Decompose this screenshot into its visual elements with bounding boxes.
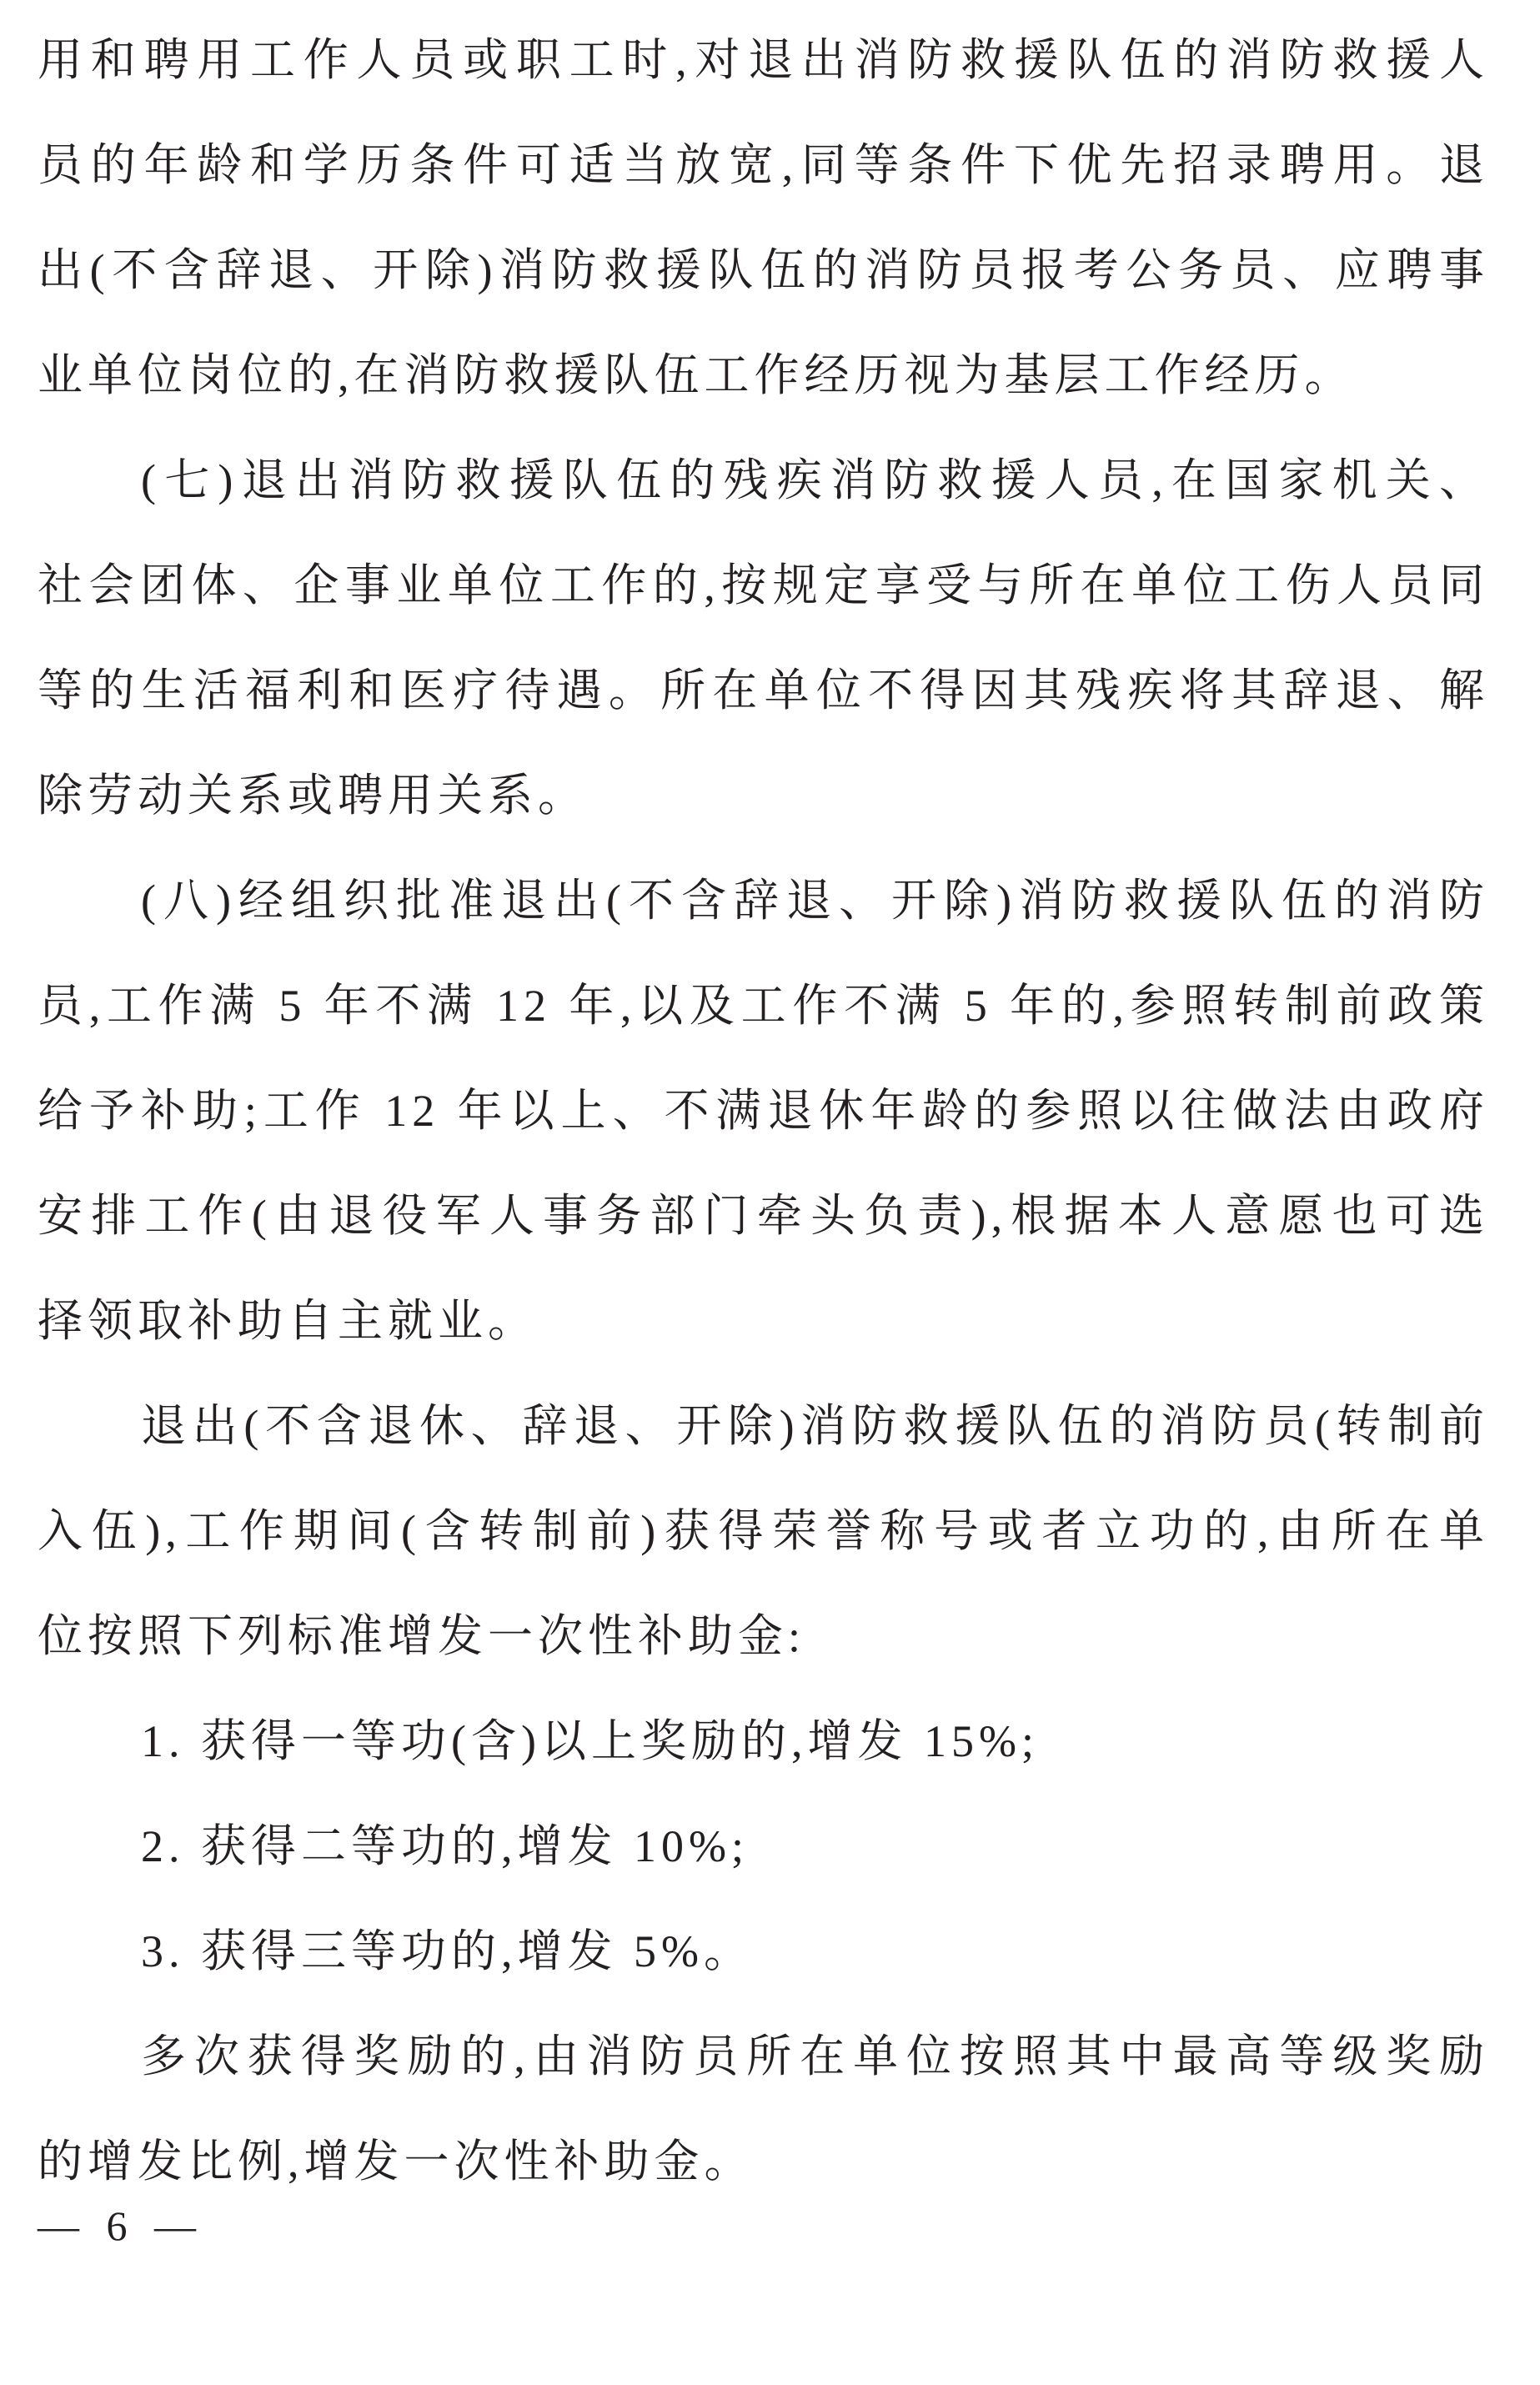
text-line: 3. 获得三等功的,增发 5%。: [141, 1926, 754, 1976]
text-line: 员的年龄和学历条件可适当放宽,同等条件下优先招录聘用。退: [38, 140, 1489, 190]
list-item-2: [38, 1794, 1489, 1899]
text-line: 2. 获得二等功的,增发 10%;: [141, 1821, 749, 1871]
text-line: (七)退出消防救援队伍的残疾消防救援人员,在国家机关、: [141, 455, 1489, 505]
text-line: 安排工作(由退役军人事务部门牵头负责),根据本人意愿也可选: [38, 1191, 1489, 1241]
text-line: 社会团体、企事业单位工作的,按规定享受与所在单位工伤人员同: [38, 560, 1489, 610]
text-line: 的增发比例,增发一次性补助金。: [38, 2136, 755, 2187]
list-item-1: [38, 1689, 1489, 1794]
text-line: 多次获得奖励的,由消防员所在单位按照其中最高等级奖励: [141, 2031, 1489, 2081]
text-line: 给予补助;工作 12 年以上、不满退休年龄的参照以往做法由政府: [38, 1086, 1489, 1136]
page-number: — 6 —: [38, 2202, 204, 2249]
text-line: 业单位岗位的,在消防救援队伍工作经历视为基层工作经历。: [38, 350, 1355, 400]
paragraph-item-8: [38, 848, 1489, 1373]
paragraph-item-7: [38, 428, 1489, 848]
text-line: 出(不含辞退、开除)消防救援队伍的消防员报考公务员、应聘事: [38, 245, 1489, 295]
text-line: 择领取补助自主就业。: [38, 1296, 538, 1346]
text-line: (八)经组织批准退出(不含辞退、开除)消防救援队伍的消防: [141, 876, 1489, 926]
text-line: 退出(不含退休、辞退、开除)消防救援队伍的消防员(转制前: [141, 1401, 1489, 1451]
text-line: 除劳动关系或聘用关系。: [38, 771, 588, 821]
text-line: 1. 获得一等功(含)以上奖励的,增发 15%;: [141, 1716, 1039, 1766]
text-line: 位按照下列标准增发一次性补助金:: [38, 1611, 806, 1661]
text-line: 员,工作满 5 年不满 12 年,以及工作不满 5 年的,参照转制前政策: [38, 981, 1489, 1031]
paragraph-subsidy-intro: [38, 1373, 1489, 1689]
paragraph-continuation: [38, 8, 1489, 428]
page-body: [38, 8, 1489, 2214]
paragraph-multiple-awards: [38, 2004, 1489, 2214]
text-line: 入伍),工作期间(含转制前)获得荣誉称号或者立功的,由所在单: [38, 1506, 1489, 1556]
text-line: 等的生活福利和医疗待遇。所在单位不得因其残疾将其辞退、解: [38, 665, 1489, 716]
text-line: 用和聘用工作人员或职工时,对退出消防救援队伍的消防救援人: [38, 35, 1489, 85]
list-item-3: [38, 1899, 1489, 2004]
